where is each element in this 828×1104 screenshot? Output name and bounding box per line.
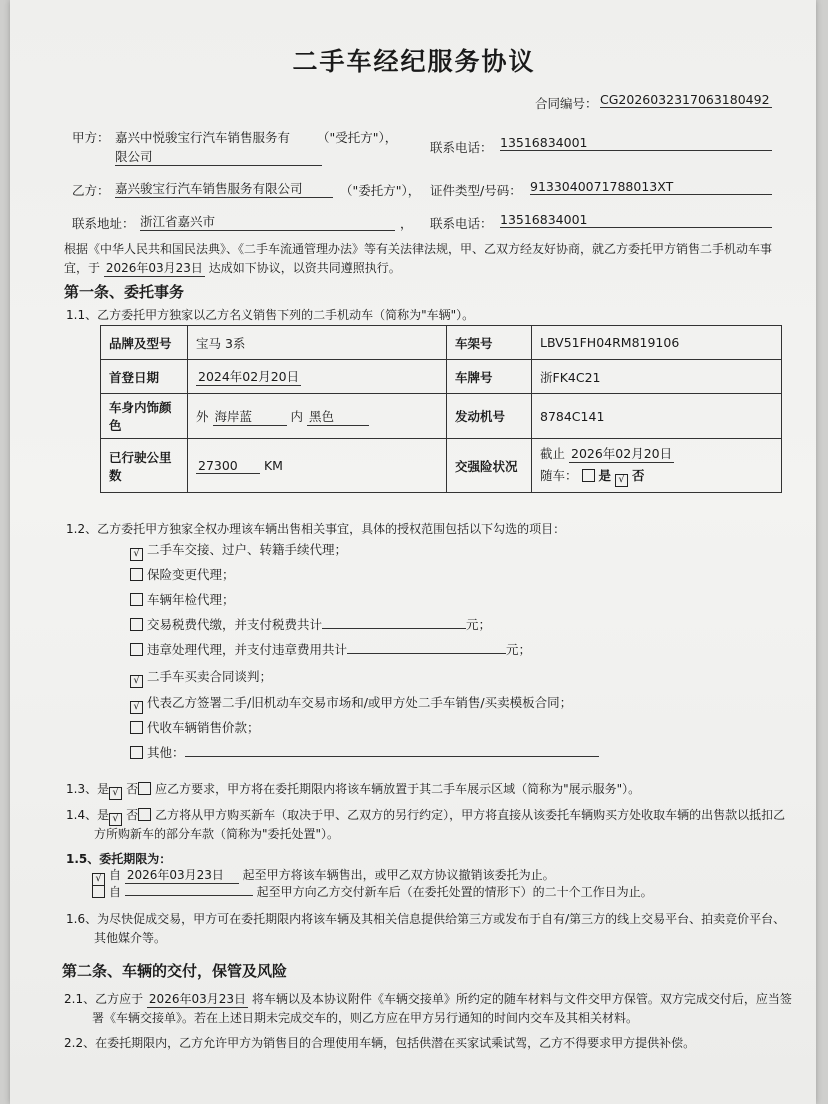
reg-date-label: 首登日期 <box>101 360 188 394</box>
party-b-id-label: 证件类型/号码： <box>430 183 522 198</box>
checkbox-empty <box>138 808 151 821</box>
engine-label: 发动机号 <box>447 394 532 439</box>
check-icon: √ <box>92 873 105 886</box>
clause-1-1: 1.1、乙方委托甲方独家以乙方名义销售下列的二手机动车（简称为"车辆"）。 <box>66 308 475 322</box>
party-b-address-label: 联系地址： <box>72 216 135 231</box>
color-label: 车身内饰颜色 <box>101 394 188 439</box>
clause-2-1-line1: 2.1、乙方应于 2026年03月23日 将车辆以及本协议附件《车辆交接单》所约定的随车材料与文件交甲方保管。双方完成交付后，应当签 <box>64 992 792 1006</box>
clause-2-2: 2.2、在委托期限内，乙方允许甲方为销售目的合理使用车辆，包括供潜在买家试乘试驾，乙方不得要求甲方提供补偿。 <box>64 1036 696 1050</box>
party-a-name-line1: 嘉兴中悦骏宝行汽车销售服务有 <box>115 130 291 145</box>
reg-date-value: 2024年02月20日 <box>198 369 300 384</box>
clause-1-2: 1.2、乙方委托甲方独家全权办理该车辆出售相关事宜，具体的授权范围包括以下勾选的项目： <box>66 522 566 536</box>
brand-label: 品牌及型号 <box>101 326 188 360</box>
party-a-name-line2: 限公司 <box>115 147 322 166</box>
scope-item-8: 代收车辆销售价款； <box>130 718 260 736</box>
clause-1-6-line2: 其他媒介等。 <box>94 931 167 945</box>
clause-1-3: 1.3、是 √ 否 应乙方要求，甲方将在委托期限内将该车辆放置于其二手车展示区域（简称为"展示服务"）。 <box>66 782 641 798</box>
insurance-label: 交强险状况 <box>447 439 532 493</box>
scope-item-7: √ 代表乙方签署二手/旧机动车交易市场和/或甲方处二手车销售/买卖模板合同； <box>130 693 572 714</box>
checkbox-empty <box>138 782 151 795</box>
brand-value: 宝马 3系 <box>188 326 447 360</box>
check-icon: √ <box>109 787 122 800</box>
party-a-label: 甲方： <box>72 130 110 145</box>
check-icon: √ <box>109 813 122 826</box>
vin-label: 车架号 <box>447 326 532 360</box>
plate-value: 浙FK4C21 <box>532 360 782 394</box>
handover-date: 2026年03月23日 <box>148 992 247 1006</box>
scope-item-5: 违章处理代理，并支付违章费用共计 元； <box>130 640 531 658</box>
mileage-label: 已行驶公里数 <box>101 439 188 493</box>
check-icon: √ <box>130 675 143 688</box>
party-a-phone-label: 联系电话： <box>430 140 493 155</box>
checkbox-empty <box>130 618 143 631</box>
clause-1-4-line2: 方所购新车的部分车款（简称为"委托处置"）。 <box>94 827 340 841</box>
checkbox-empty <box>130 721 143 734</box>
plate-label: 车牌号 <box>447 360 532 394</box>
party-b-address: 浙江省嘉兴市 <box>140 212 395 231</box>
scope-item-4: 交易税费代缴，并支付税费共计 元； <box>130 615 491 633</box>
term-option-b: 自 起至甲方向乙方交付新车后（在委托处置的情形下）的二十个工作日为止。 <box>92 883 653 900</box>
clause-1-5-title: 1.5、委托期限为： <box>66 852 172 866</box>
party-b-phone: 13516834001 <box>500 212 772 228</box>
check-icon: √ <box>130 701 143 714</box>
insurance-no-checkbox: √ <box>615 474 628 487</box>
checkbox-empty <box>130 746 143 759</box>
clause-1-4-line1: 1.4、是 √ 否 乙方将从甲方购买新车（取决于甲、乙双方的另行约定），甲方将直接从该委托车辆购买方处收取车辆的出售款以抵扣乙 <box>66 808 786 824</box>
interior-color: 黑色 <box>307 407 369 426</box>
article2-title: 第二条、车辆的交付，保管及风险 <box>62 962 288 980</box>
insurance-yes-checkbox <box>582 469 595 482</box>
term-option-a: √ 自 2026年03月23日 起至甲方将该车辆售出，或甲乙双方协议撤销该委托为止。 <box>92 866 555 886</box>
party-a-role: （"受托方"）， <box>317 130 398 145</box>
contract-no-label: 合同编号： <box>535 96 598 111</box>
exterior-color: 海岸蓝 <box>213 407 287 426</box>
scope-item-2: 保险变更代理； <box>130 565 235 583</box>
party-b-name: 嘉兴骏宝行汽车销售服务有限公司 <box>115 179 333 198</box>
page-title: 二手车经纪服务协议 <box>292 47 536 76</box>
term-start-date: 2026年03月23日 <box>125 866 239 884</box>
preamble-date: 2026年03月23日 <box>105 261 203 275</box>
checkbox-empty <box>130 568 143 581</box>
mileage-value: 27300 <box>196 458 260 474</box>
party-b-phone-label: 联系电话： <box>430 216 493 231</box>
vin-value: LBV51FH04RM819106 <box>532 326 782 360</box>
scope-item-9: 其他： <box>130 743 599 761</box>
scope-item-3: 车辆年检代理； <box>130 590 235 608</box>
engine-value: 8784C141 <box>532 394 782 439</box>
clause-2-1-line2: 署《车辆交接单》。若在上述日期未完成交车的，则乙方应在甲方另行通知的时间内交车及其相关材料。 <box>92 1011 639 1025</box>
article1-title: 第一条、委托事务 <box>64 283 185 301</box>
clause-1-6-line1: 1.6、为尽快促成交易，甲方可在委托期限内将该车辆及其相关信息提供给第三方或发布于自有/第三方的线上交易平台、拍卖竞价平台、 <box>66 912 786 926</box>
checkbox-empty <box>92 885 105 898</box>
vehicle-table: 品牌及型号 宝马 3系 车架号 LBV51FH04RM819106 首登日期 2024年02月20日 车牌号 浙FK4C21 车身内饰颜色 外 海岸蓝 内 黑色 发动机号 8784C141 已行驶公里数 27300 KM 交强险状况 截止 2026年02月20日 随车： 是 √ 否 <box>100 325 782 493</box>
check-icon: √ <box>130 548 143 561</box>
preamble-line2: 宜，于 2026年03月23日 达成如下协议，以资共同遵照执行。 <box>64 261 401 275</box>
party-a-phone: 13516834001 <box>500 135 772 151</box>
party-b-role: （"委托方"）， <box>340 183 421 198</box>
scope-item-1: √ 二手车交接、过户、转籍手续代理； <box>130 540 347 561</box>
party-b-label: 乙方： <box>72 183 110 198</box>
insurance-until: 2026年02月20日 <box>571 446 673 461</box>
preamble-line1: 根据《中华人民共和国民法典》、《二手车流通管理办法》等有关法律法规，甲、乙双方经友好协商，就乙方委托甲方销售二手机动车事 <box>64 242 773 256</box>
party-b-id: 9133040071788013XT <box>530 179 772 195</box>
scope-item-6: √ 二手车买卖合同谈判； <box>130 667 272 688</box>
party-b-address-end: ， <box>400 216 413 231</box>
checkbox-empty <box>130 643 143 656</box>
contract-no: CG2026032317063180492 <box>600 92 772 108</box>
checkbox-empty <box>130 593 143 606</box>
